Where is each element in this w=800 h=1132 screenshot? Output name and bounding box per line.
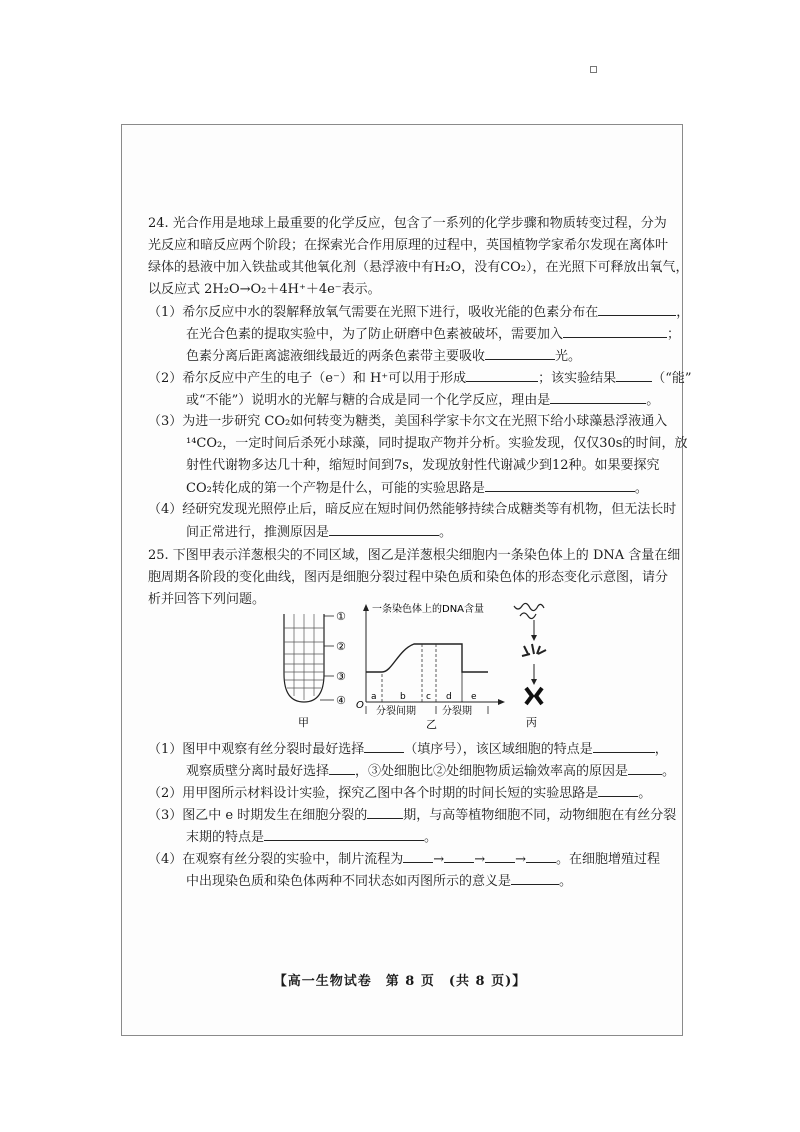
q25-intro-line-2: 胞周期各阶段的变化曲线，图丙是细胞分裂过程中染色质和染色体的形态变化示意图，请分 xyxy=(148,570,669,585)
y-axis-arrow xyxy=(363,604,369,611)
flow-arrow: → xyxy=(433,852,445,867)
answer-blank[interactable] xyxy=(511,873,559,885)
q24-sub1-text-1: （1）希尔反应中水的裂解释放氧气需要在光照下进行，吸收光能的色素分布在 xyxy=(148,305,599,320)
answer-blank[interactable] xyxy=(329,763,355,775)
q24-intro-line-3: 绿体的悬液中加入铁盐或其他氧化剂（悬浮液中有H₂O，没有CO₂），在光照下可释放出氧气， xyxy=(148,260,689,275)
phase-label-a: a xyxy=(371,692,377,702)
q25-sub4-text-2: 。在细胞增殖过程 xyxy=(556,852,661,867)
metaphase-chromosome xyxy=(526,688,542,704)
q24-intro-line-4: 以反应式 2H₂O→O₂＋4H⁺＋4e⁻表示。 xyxy=(148,282,381,297)
q25-sub1-line-2 xyxy=(186,763,675,780)
answer-blank[interactable] xyxy=(616,370,652,382)
q25-intro-line-1: 25. 下图甲表示洋葱根尖的不同区域，图乙是洋葱根尖细胞内一条染色体上的 DNA 含量在细 xyxy=(148,548,681,563)
answer-blank[interactable] xyxy=(444,851,474,863)
q25-sub1-text-3: 观察质壁分离时最好选择 xyxy=(186,764,330,779)
q25-sub3-line-1 xyxy=(148,807,676,824)
answer-blank[interactable] xyxy=(563,326,667,338)
graph-y-title: 一条染色体上的DNA含量 xyxy=(372,604,485,615)
answer-blank[interactable] xyxy=(598,785,638,797)
answer-blank[interactable] xyxy=(485,851,515,863)
q24-intro-line-1: 24. 光合作用是地球上最重要的化学反应，包含了一系列的化学步骤和物质转变过程，分为 xyxy=(148,216,667,231)
q25-sub3-line-2 xyxy=(186,829,437,846)
q24-sub3-line-4 xyxy=(186,480,648,497)
scan-corner-mark xyxy=(590,66,597,73)
q24-sub4-text-2: 间正常进行，推测原因是 xyxy=(186,525,330,540)
comma: ， xyxy=(654,742,668,757)
q24-sub3-line-3: 射性代谢物多达几十种，缩短时间到7s，发现放射性代谢减少到12种。如果要探究 xyxy=(186,458,660,473)
q25-sub2-text: （2）用甲图所示材料设计实验，探究乙图中各个时期的时间长短的实验思路是 xyxy=(148,786,599,801)
q24-sub4-line-1: （4）经研究发现光照停止后，暗反应在短时间仍然能够持续合成糖类等有机物，但无法长时 xyxy=(148,502,677,517)
period: 。 xyxy=(646,393,660,408)
q24-sub2-line-2 xyxy=(186,392,659,409)
root-cell-grid xyxy=(284,614,324,700)
answer-blank[interactable] xyxy=(485,348,555,360)
answer-blank[interactable] xyxy=(364,741,404,753)
period: 。 xyxy=(424,830,438,845)
q25-sub4-line-2 xyxy=(186,873,572,890)
chromatin-chromosome-diagram xyxy=(514,603,546,729)
answer-blank[interactable] xyxy=(329,524,439,536)
figure-bing-label: 丙 xyxy=(526,716,537,729)
region-label-3: ③ xyxy=(336,670,346,683)
comma: ， xyxy=(676,305,690,320)
answer-blank[interactable] xyxy=(598,304,676,316)
q24-sub2-text-4: 或“不能”）说明水的光解与糖的合成是同一个化学反应，理由是 xyxy=(186,393,551,408)
q25-sub1-line-1 xyxy=(148,741,668,758)
flow-arrow: → xyxy=(515,852,526,867)
period: 。 xyxy=(662,764,676,779)
answer-blank[interactable] xyxy=(593,741,655,753)
q25-sub4-line-1 xyxy=(148,851,660,868)
interphase-label: 分裂间期 xyxy=(376,706,416,717)
q24-sub1-line-3 xyxy=(186,348,581,365)
chromatin-strands xyxy=(514,603,544,610)
q24-sub3-line-2: ¹⁴CO₂，一定时间后杀死小球藻，同时提取产物并分析。实验发现，仅仅30s的时间，放 xyxy=(186,436,688,451)
q24-sub3-line-1: （3）为进一步研究 CO₂如何转变为糖类，美国科学家卡尔文在光照下给小球藻悬浮液通入 xyxy=(148,414,668,429)
semicolon: ； xyxy=(667,327,681,342)
mitosis-label: 分裂期 xyxy=(442,706,472,717)
period: 。 xyxy=(638,786,652,801)
phase-label-b: b xyxy=(400,692,406,702)
x-axis-arrow xyxy=(498,699,505,705)
q24-sub4-line-2 xyxy=(186,524,452,541)
q24-sub1-text-2: 在光合色素的提取实验中，为了防止研磨中色素被破坏，需要加入 xyxy=(186,327,564,342)
graph-origin: O xyxy=(356,700,364,711)
figure-jia-label: 甲 xyxy=(298,716,309,729)
answer-blank[interactable] xyxy=(264,829,424,841)
condensing-chromosomes xyxy=(522,644,546,656)
q25-sub1-text-4: ，③处细胞比②处细胞物质运输效率高的原因是 xyxy=(355,764,629,779)
dna-curve xyxy=(366,644,488,672)
q24-sub2-text-1: （2）希尔反应中产生的电子（e⁻）和 H⁺可以用于形成 xyxy=(148,371,467,386)
answer-blank[interactable] xyxy=(403,851,433,863)
period: 。 xyxy=(439,525,453,540)
q24-sub2-line-1 xyxy=(148,370,691,387)
q25-sub3-text-1: （3）图乙中 e 时期发生在细胞分裂的 xyxy=(148,808,368,823)
page-footer: 【高一生物试卷 第 8 页 (共 8 页)】 xyxy=(273,974,527,989)
phase-label-d: d xyxy=(446,692,452,702)
q25-intro-line-3: 析并回答下列问题。 xyxy=(148,592,266,607)
q25-figure xyxy=(276,602,556,732)
q24-sub1-line-2 xyxy=(186,326,680,343)
phase-label-c: c xyxy=(426,692,431,702)
answer-blank[interactable] xyxy=(485,480,635,492)
answer-blank[interactable] xyxy=(628,763,662,775)
q24-sub1-text-3: 色素分离后距离滤液细线最近的两条色素带主要吸收 xyxy=(186,349,486,364)
q24-sub1-line-1 xyxy=(148,304,689,321)
figure-yi-label: 乙 xyxy=(426,718,437,731)
root-tip-diagram xyxy=(284,610,346,729)
answer-blank[interactable] xyxy=(550,392,646,404)
region-label-2: ② xyxy=(336,640,346,653)
answer-blank[interactable] xyxy=(466,370,538,382)
dna-content-graph xyxy=(356,602,505,731)
phase-label-e: e xyxy=(471,692,477,702)
q25-sub2-line xyxy=(148,785,651,802)
answer-blank[interactable] xyxy=(367,807,403,819)
q24-sub3-text-4: CO₂转化成的第一个产物是什么，可能的实验思路是 xyxy=(186,481,485,496)
period: 。 xyxy=(634,481,648,496)
q25-figure-svg xyxy=(276,602,556,732)
q25-sub1-text-1: （1）图甲中观察有丝分裂时最好选择 xyxy=(148,742,365,757)
q25-sub1-text-2: （填序号），该区域细胞的特点是 xyxy=(404,742,593,757)
q24-sub1-tail: 光。 xyxy=(555,349,582,364)
q25-sub4-text-3: 中出现染色质和染色体两种不同状态如丙图所示的意义是 xyxy=(186,874,512,889)
region-label-1: ① xyxy=(336,610,346,623)
period: 。 xyxy=(559,874,573,889)
region-label-4: ④ xyxy=(336,694,346,707)
q25-sub4-text-1: （4）在观察有丝分裂的实验中，制片流程为 xyxy=(148,852,404,867)
flow-arrow: → xyxy=(474,852,486,867)
q24-sub2-text-2: ；该实验结果 xyxy=(538,371,617,386)
q24-intro-line-2: 光反应和暗反应两个阶段；在探索光合作用原理的过程中，英国植物学家希尔发现在离体叶 xyxy=(148,238,669,253)
q25-sub3-text-3: 末期的特点是 xyxy=(186,830,265,845)
q25-sub3-text-2: 期，与高等植物细胞不同，动物细胞在有丝分裂 xyxy=(403,808,677,823)
answer-blank[interactable] xyxy=(526,851,556,863)
q24-sub2-text-3: （“能” xyxy=(652,371,692,386)
